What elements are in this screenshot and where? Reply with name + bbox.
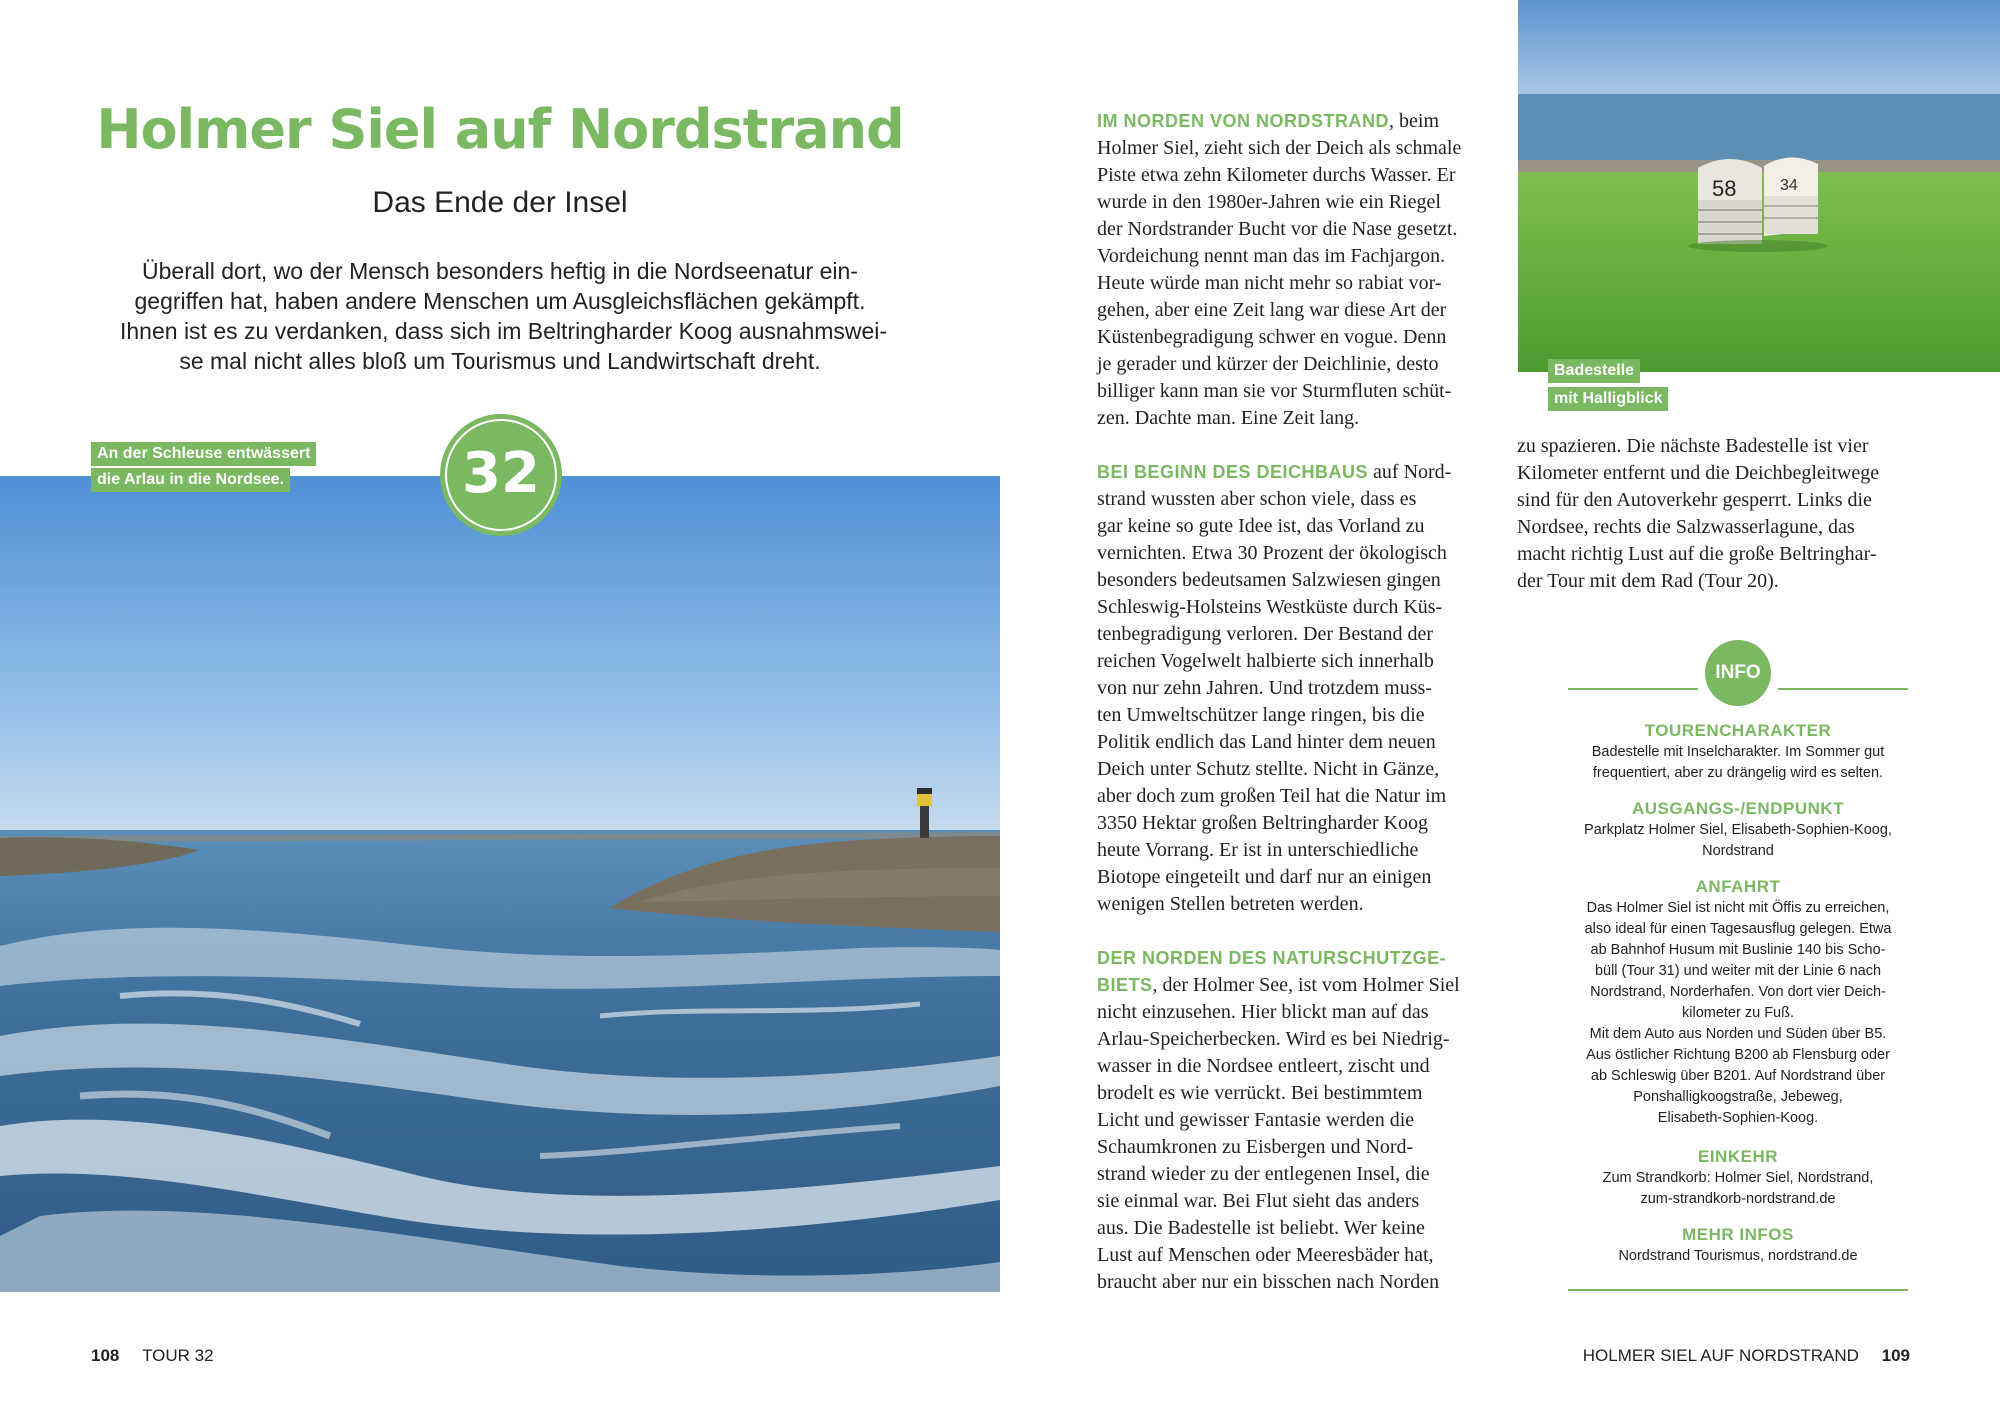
chair-number: 58 xyxy=(1712,176,1737,201)
info-line: ab Bahnhof Husum mit Buslinie 140 bis Scho- xyxy=(1590,942,1886,958)
text-line: braucht aber nur ein bisschen nach Norden xyxy=(1097,1271,1440,1293)
info-heading: ANFAHRT xyxy=(1695,877,1781,896)
text-line: Politik endlich das Land hinter dem neuen xyxy=(1097,731,1436,753)
text-line: besonders bedeutsamen Salzwiesen gingen xyxy=(1097,569,1441,591)
info-line: Nordstrand, Norderhafen. Von dort vier Deich- xyxy=(1590,984,1886,1000)
text-line: reichen Vogelwelt halbierte sich innerhalb xyxy=(1097,650,1434,672)
running-head: TOUR 32 xyxy=(142,1346,214,1365)
caption-line: Badestelle xyxy=(1548,359,1640,383)
tour-number: 32 xyxy=(462,441,540,506)
intro-line: Überall dort, wo der Mensch besonders heftig in die Nordseenatur ein- xyxy=(142,258,858,284)
info-section xyxy=(1568,1146,1908,1210)
text-line: der Nordstrander Bucht vor die Nase gesetzt. xyxy=(1097,218,1458,240)
paragraph xyxy=(1097,459,1497,918)
text-line: Nordsee, rechts die Salzwasserlagune, das xyxy=(1517,516,1855,538)
info-section xyxy=(1568,876,1908,1129)
text-line: aus. Die Badestelle ist beliebt. Wer keine xyxy=(1097,1217,1425,1239)
text-line: Heute würde man nicht mehr so rabiat vor- xyxy=(1097,272,1442,294)
paragraph-lead-in: IM NORDEN VON NORDSTRAND xyxy=(1097,111,1390,131)
info-heading: AUSGANGS-/ENDPUNKT xyxy=(1631,799,1845,818)
info-line: Nordstrand xyxy=(1702,843,1774,859)
text-line: wenigen Stellen betreten werden. xyxy=(1097,893,1364,915)
info-heading: EINKEHR xyxy=(1697,1147,1778,1166)
beach-illustration xyxy=(1518,0,2000,372)
text-line: vernichten. Etwa 30 Prozent der ökologisch xyxy=(1097,542,1447,564)
info-line: büll (Tour 31) und weiter mit der Linie 6 nach xyxy=(1594,963,1882,979)
text-line: strand wussten aber schon viele, dass es xyxy=(1097,488,1417,510)
article-column-middle xyxy=(1097,108,1497,1323)
text-line: Arlau-Speicherbecken. Wird es bei Niedrig- xyxy=(1097,1028,1450,1050)
info-section xyxy=(1568,798,1908,862)
text-line: 3350 Hektar großen Beltringharder Koog xyxy=(1097,812,1429,834)
page-number: 108 xyxy=(91,1346,120,1365)
page-number: 109 xyxy=(1881,1346,1910,1365)
text-line: Küstenbegradigung schwer en vogue. Denn xyxy=(1097,326,1447,348)
caption-line: An der Schleuse entwässert xyxy=(91,442,316,466)
info-line: Mit dem Auto aus Norden und Süden über B5. xyxy=(1589,1026,1887,1042)
page-subtitle: Das Ende der Insel xyxy=(372,186,628,219)
info-section xyxy=(1568,720,1908,784)
text-line: gar keine so gute Idee ist, das Vorland zu xyxy=(1097,515,1425,537)
intro-line: gegriffen hat, haben andere Menschen um Ausgleichsflächen gekämpft. xyxy=(134,288,866,314)
footer-right xyxy=(1583,1346,1910,1366)
text-line: Lust auf Menschen oder Meeresbäder hat, xyxy=(1097,1244,1434,1266)
text-line: gehen, aber eine Zeit lang war diese Art der xyxy=(1097,299,1447,321)
info-line: frequentiert, aber zu drängelig wird es selten. xyxy=(1592,765,1884,781)
beach-chair xyxy=(1764,157,1818,236)
text-line: Licht und gewisser Fantasie werden die xyxy=(1097,1109,1415,1131)
info-line: also ideal für einen Tagesausflug gelegen. Etwa xyxy=(1584,921,1892,937)
info-badge: INFO xyxy=(1705,640,1771,706)
text-line: aber doch zum großen Teil hat die Natur im xyxy=(1097,785,1447,807)
intro-line: Ihnen ist es zu verdanken, dass sich im Beltringharder Koog ausnahmswei- xyxy=(120,318,888,344)
paragraph-lead-in: BEI BEGINN DES DEICHBAUS xyxy=(1097,462,1369,482)
text-run: , der Holmer See, ist vom Holmer Siel xyxy=(1152,974,1460,996)
paragraph xyxy=(1097,945,1497,1296)
divider xyxy=(1778,688,1908,690)
text-line: Biotope eingeteilt und darf nur an einigen xyxy=(1097,866,1432,888)
text-line: nicht einzusehen. Hier blickt man auf das xyxy=(1097,1001,1429,1023)
page-title: Holmer Siel auf Nordstrand xyxy=(96,98,904,161)
text-line: Schleswig-Holsteins Westküste durch Küs- xyxy=(1097,596,1443,618)
info-line: zum-strandkorb-nordstrand.de xyxy=(1640,1191,1836,1207)
info-line: Parkplatz Holmer Siel, Elisabeth-Sophien-Koog, xyxy=(1584,822,1892,838)
text-line: Holmer Siel, zieht sich der Deich als schmale xyxy=(1097,137,1462,159)
text-line: Deich unter Schutz stellte. Nicht in Gänze, xyxy=(1097,758,1440,780)
info-line: kilometer zu Fuß. xyxy=(1682,1005,1794,1021)
caption-line: die Arlau in die Nordsee. xyxy=(91,468,290,492)
beach-photo xyxy=(1518,0,2000,372)
text-line: zu spazieren. Die nächste Badestelle ist vier xyxy=(1517,435,1869,457)
info-section xyxy=(1568,1224,1908,1267)
text-line: ten Umweltschützer lange ringen, bis die xyxy=(1097,704,1425,726)
text-line: macht richtig Lust auf die große Beltringhar- xyxy=(1517,543,1877,565)
text-line: tenbegradigung verloren. Der Bestand der xyxy=(1097,623,1433,645)
text-line: Schaumkronen zu Eisbergen und Nord- xyxy=(1097,1136,1414,1158)
photo-caption-left xyxy=(91,442,316,494)
beach-chair xyxy=(1698,159,1762,244)
text-line: Kilometer entfernt und die Deichbegleitwege xyxy=(1517,462,1880,484)
text-line: heute Vorrang. Er ist in unterschiedliche xyxy=(1097,839,1419,861)
text-line: brodelt es wie verrückt. Bei bestimmtem xyxy=(1097,1082,1423,1104)
intro-line: se mal nicht alles bloß um Tourismus und Landwirtschaft dreht. xyxy=(179,348,821,374)
photo-caption-right xyxy=(1548,359,1668,415)
intro-text xyxy=(120,256,888,376)
info-line: Aus östlicher Richtung B200 ab Flensburg oder xyxy=(1586,1047,1890,1063)
text-line: wurde in den 1980er-Jahren wie ein Riegel xyxy=(1097,191,1441,213)
footer-left xyxy=(91,1346,214,1366)
info-line: ab Schleswig über B201. Auf Nordstrand über xyxy=(1590,1068,1886,1084)
paragraph-lead-in: DER NORDEN DES NATURSCHUTZGE- xyxy=(1097,948,1447,968)
text-line: sind für den Autoverkehr gesperrt. Links die xyxy=(1517,489,1872,511)
caption-line: mit Halligblick xyxy=(1548,387,1668,411)
paragraph-lead-in: BIETS xyxy=(1097,975,1153,995)
chair-number: 34 xyxy=(1780,177,1798,194)
text-line: billiger kann man sie vor Sturmfluten schüt- xyxy=(1097,380,1452,402)
info-line: Zum Strandkorb: Holmer Siel, Nordstrand, xyxy=(1602,1170,1874,1186)
text-run: auf Nord- xyxy=(1368,461,1452,483)
info-line: Badestelle mit Inselcharakter. Im Sommer gut xyxy=(1591,744,1885,760)
info-heading: TOURENCHARAKTER xyxy=(1644,721,1832,740)
running-head: HOLMER SIEL AUF NORDSTRAND xyxy=(1582,1346,1859,1365)
sea-illustration xyxy=(0,476,1000,1292)
info-heading: MEHR INFOS xyxy=(1682,1225,1794,1244)
article-column-right xyxy=(1517,433,1917,595)
text-line: wasser in die Nordsee entleert, zischt und xyxy=(1097,1055,1430,1077)
text-line: der Tour mit dem Rad (Tour 20). xyxy=(1517,570,1779,592)
text-line: Vordeichung nennt man das im Fachjargon. xyxy=(1097,245,1446,267)
text-line: sie einmal war. Bei Flut sieht das anders xyxy=(1097,1190,1420,1212)
text-line: Piste etwa zehn Kilometer durchs Wasser. Er xyxy=(1097,164,1456,186)
divider xyxy=(1568,688,1698,690)
tour-number-badge xyxy=(440,414,562,536)
divider xyxy=(1568,1289,1908,1291)
info-line: Das Holmer Siel ist nicht mit Öffis zu erreichen, xyxy=(1586,900,1890,916)
text-line: zen. Dachte man. Eine Zeit lang. xyxy=(1097,407,1360,429)
info-line: Elisabeth-Sophien-Koog. xyxy=(1657,1110,1819,1126)
info-line: Ponshalligkoogstraße, Jebeweg, xyxy=(1633,1089,1843,1105)
text-line: von nur zehn Jahren. Und trotzdem muss- xyxy=(1097,677,1432,699)
text-line: je gerader und kürzer der Deichlinie, desto xyxy=(1097,353,1439,375)
paragraph xyxy=(1097,108,1497,432)
sea-photo xyxy=(0,476,1000,1292)
info-line: Nordstrand Tourismus, nordstrand.de xyxy=(1618,1248,1858,1264)
text-line: strand wieder zu der entlegenen Insel, die xyxy=(1097,1163,1430,1185)
text-run: , beim xyxy=(1389,110,1440,132)
